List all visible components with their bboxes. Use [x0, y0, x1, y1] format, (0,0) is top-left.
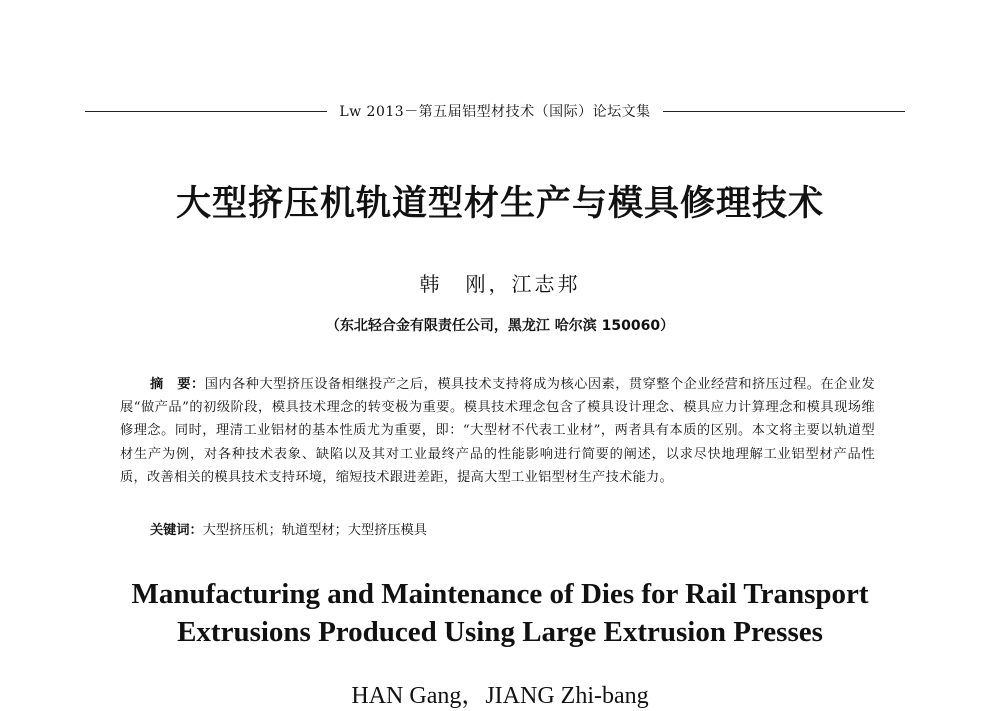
paper-title-english — [0, 575, 1000, 651]
affiliation-chinese: （东北轻合金有限责任公司，黑龙江 哈尔滨 150060） — [325, 318, 675, 334]
keywords-text: 大型挤压机；轨道型材；大型挤压模具 — [202, 523, 427, 538]
running-header-title: Lw 2013－第五届铝型材技术（国际）论坛文集 — [339, 104, 651, 120]
header-rule-left — [85, 111, 327, 112]
authors-english: HAN Gang，JIANG Zhi-bang — [351, 683, 649, 709]
keywords-label: 关键词： — [150, 523, 203, 538]
header-rule-right — [663, 111, 905, 112]
paper-title-english-line1: Manufacturing and Maintenance of Dies for Rail Transport — [131, 578, 869, 610]
running-header — [85, 100, 905, 122]
abstract-label: 摘 要： — [150, 377, 205, 392]
abstract-chinese — [120, 373, 875, 489]
paper-title-english-line2: Extrusions Produced Using Large Extrusion Presses — [177, 616, 823, 648]
abstract-text: 国内各种大型挤压设备相继投产之后，模具技术支持将成为核心因素，贯穿整个企业经营和挤压过程。在企业发展“做产品”的初级阶段，模具技术理念的转变极为重要。模具技术理念包含了模具设计理念、模具应力计算理念和模具现场维修理念。同时，理清工业铝材的基本性质尤为重要，即：“大型材不代表工业材”，两者具有本质的区别。本文将主要以轨道型材生产为例，对各种技术表象、缺陷以及其对工业最终产品的性能影响进行简要的阐述，以求尽快地理解工业铝型材产品性质，改善相关的模具技术支持环境，缩短技术跟进差距，提高大型工业铝型材生产技术能力。 — [120, 377, 875, 485]
paper-title-chinese: 大型挤压机轨道型材生产与模具修理技术 — [175, 184, 824, 224]
keywords-chinese — [150, 519, 875, 542]
authors-chinese: 韩 刚，江志邦 — [419, 272, 581, 296]
